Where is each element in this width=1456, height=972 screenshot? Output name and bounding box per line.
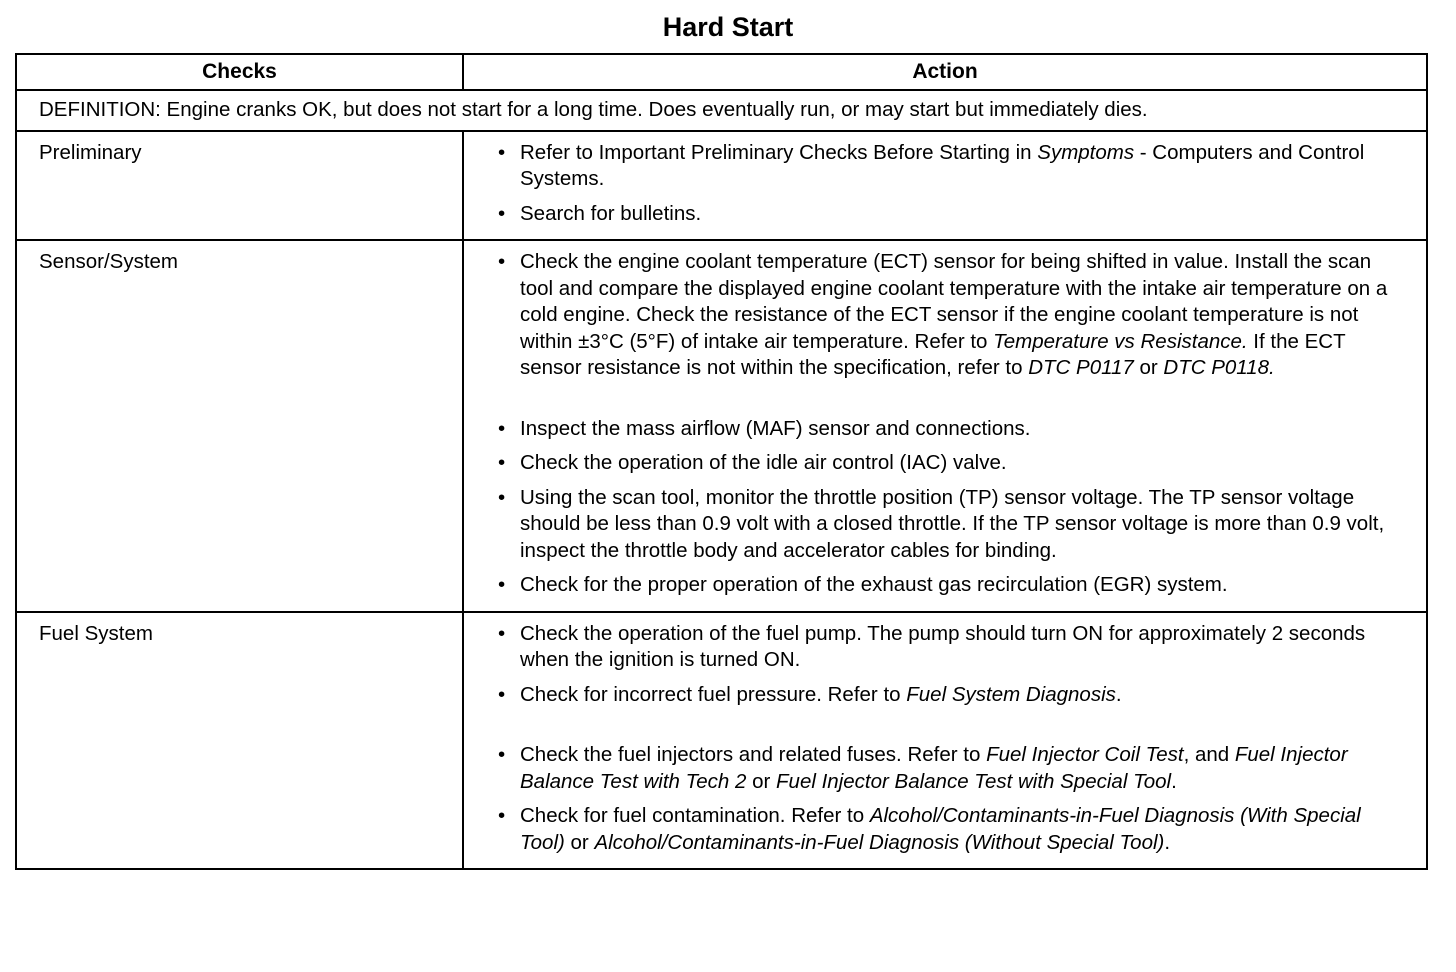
check-cell: Sensor/System bbox=[16, 240, 463, 612]
action-item bbox=[498, 450, 1406, 477]
action-text: Refer to Important Preliminary Checks Before Starting in bbox=[520, 140, 1038, 164]
reference-text: Fuel Injector Balance Test with Tech 2 bbox=[520, 743, 1348, 793]
action-cell bbox=[463, 612, 1427, 870]
definition-row bbox=[16, 90, 1427, 131]
table-row bbox=[16, 240, 1427, 612]
check-cell: Preliminary bbox=[16, 131, 463, 241]
action-text: If the ECT sensor resistance is not within the specification, refer to bbox=[520, 329, 1346, 379]
action-text: Using the scan tool, monitor the throttle position (TP) sensor voltage. The TP sensor voltage should be less than 0.9 volt with a closed throttle. If the TP sensor voltage is more than 0.9 volt, inspect the throttle body and accelerator cables for binding. bbox=[520, 485, 1385, 562]
reference-text: DTC P0118. bbox=[1163, 356, 1275, 379]
action-item bbox=[498, 682, 1406, 709]
action-item bbox=[498, 485, 1406, 565]
action-item bbox=[498, 803, 1406, 856]
action-text: or bbox=[1133, 356, 1164, 379]
definition-text: DEFINITION: Engine cranks OK, but does not start for a long time. Does eventually run, or may start but immediately dies. bbox=[16, 90, 1427, 131]
reference-text: Alcohol/Contaminants-in-Fuel Diagnosis (Without Special Tool) bbox=[594, 830, 1165, 854]
action-text: - Computers and Control Systems. bbox=[520, 140, 1365, 190]
action-item bbox=[498, 572, 1406, 599]
reference-text: Fuel Injector Coil Test bbox=[986, 743, 1184, 766]
table-row bbox=[16, 131, 1427, 241]
action-item bbox=[498, 201, 1406, 228]
action-text: , and bbox=[1183, 743, 1235, 766]
action-text: Check for incorrect fuel pressure. Refer to bbox=[520, 682, 907, 706]
action-text: Check the engine coolant temperature (ECT) sensor for being shifted in value. Install the scan tool and compare the displayed engine coolant temperature with the intake air temperature on a cold engine. Check the resistance of the ECT sensor if the engine coolant temperature is not within ±3°C (5°F) of intake air temperature. Refer to bbox=[520, 250, 1388, 353]
reference-text: Temperature vs Resistance. bbox=[993, 329, 1248, 353]
action-item bbox=[498, 742, 1406, 795]
table-row bbox=[16, 612, 1427, 870]
action-text: . bbox=[1171, 769, 1177, 793]
reference-text: Alcohol/Contaminants-in-Fuel Diagnosis (With Special Tool) bbox=[520, 804, 1361, 854]
action-text: Inspect the mass airflow (MAF) sensor and connections. bbox=[520, 416, 1031, 440]
action-text: Check the operation of the idle air control (IAC) valve. bbox=[520, 451, 1007, 474]
reference-text: Symptoms bbox=[1037, 140, 1135, 164]
action-text: Check for the proper operation of the exhaust gas recirculation (EGR) system. bbox=[520, 573, 1228, 596]
reference-text: Fuel Injector Balance Test with Special Tool bbox=[776, 769, 1172, 793]
action-text: Check the fuel injectors and related fuses. Refer to bbox=[520, 743, 987, 766]
hard-start-table bbox=[15, 53, 1428, 870]
reference-text: Fuel System Diagnosis bbox=[906, 682, 1116, 706]
action-text: or bbox=[746, 769, 777, 793]
action-item bbox=[498, 249, 1406, 382]
action-cell bbox=[463, 240, 1427, 612]
action-text: . bbox=[1164, 830, 1171, 854]
action-cell bbox=[463, 131, 1427, 241]
header-checks: Checks bbox=[16, 54, 463, 90]
action-item bbox=[498, 416, 1406, 443]
action-text: . bbox=[1115, 682, 1122, 706]
check-cell: Fuel System bbox=[16, 612, 463, 870]
action-item bbox=[498, 621, 1406, 674]
reference-text: DTC P0117 bbox=[1028, 356, 1134, 379]
action-text: Search for bulletins. bbox=[520, 201, 702, 225]
page-title: Hard Start bbox=[662, 12, 794, 42]
header-row bbox=[16, 54, 1427, 90]
action-item bbox=[498, 140, 1406, 193]
header-action: Action bbox=[463, 54, 1427, 90]
action-text: Check for fuel contamination. Refer to bbox=[520, 804, 870, 827]
action-text: Check the operation of the fuel pump. The pump should turn ON for approximately 2 seconds when the ignition is turned ON. bbox=[520, 621, 1366, 671]
action-text: or bbox=[564, 830, 595, 854]
